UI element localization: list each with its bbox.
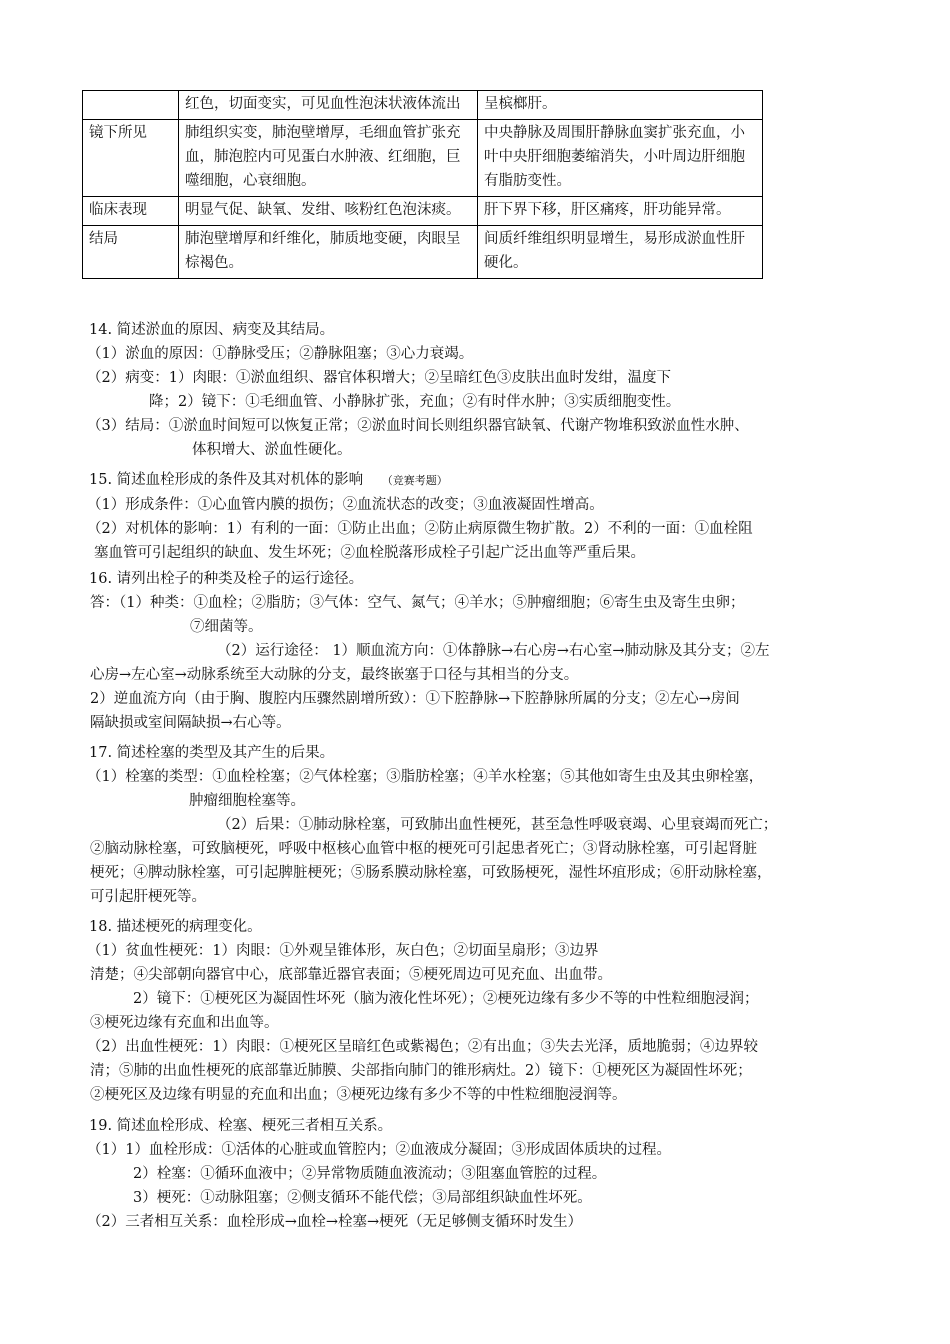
paragraph-line: （2）出血性梗死：1）肉眼：①梗死区呈暗红色或紫褐色；②有出血；③失去光泽，质地脆弱；④边界较 — [87, 1039, 758, 1055]
question-title: 17. 简述栓塞的类型及其产生的后果。 — [89, 745, 335, 761]
table-row — [83, 197, 763, 226]
liver-cell: 中央静脉及周围肝静脉血窦扩张充血，小叶中央肝细胞萎缩消失，小叶周边肝细胞有脂肪变性。 — [478, 120, 763, 197]
question-17 — [89, 741, 864, 909]
liver-cell: 呈槟榔肝。 — [478, 91, 763, 120]
paragraph-line: （2）对机体的影响：1）有利的一面：①防止出血；②防止病原微生物扩散。2）不利的一面：①血栓阻 — [87, 521, 753, 537]
question-14 — [89, 318, 864, 462]
exam-note: （竞赛考题） — [381, 474, 448, 487]
paragraph-line: （3）结局：①淤血时间短可以恢复正常；②淤血时间长则组织器官缺氧、代谢产物堆积致淤血性水肿、 — [87, 418, 749, 434]
question-18 — [89, 915, 864, 1107]
paragraph-line: ③梗死边缘有充血和出血等。 — [90, 1015, 279, 1031]
paragraph-line: （1）淤血的原因：①静脉受压；②静脉阻塞；③心力衰竭。 — [87, 346, 474, 362]
paragraph-line: 清；⑤肺的出血性梗死的底部靠近肺膜、尖部指向肺门的锥形病灶。2）镜下：①梗死区为凝固性坏死； — [90, 1063, 752, 1079]
paragraph-line: （1）贫血性梗死：1）肉眼：①外观呈锥体形，灰白色；②切面呈扇形；③边界 — [87, 943, 599, 959]
paragraph-line: 隔缺损或室间隔缺损→右心等。 — [90, 715, 291, 731]
title-text: 15. 简述血栓形成的条件及其对机体的影响 — [89, 472, 364, 488]
paragraph-line: 2）逆血流方向（由于胸、腹腔内压骤然剧增所致）：①下腔静脉→下腔静脉所属的分支；②左心→房间 — [90, 691, 740, 707]
paragraph-line: ②脑动脉栓塞，可致脑梗死，呼吸中枢核心血管中枢的梗死可引起患者死亡；③肾动脉栓塞，可引起肾脏 — [90, 841, 757, 857]
lung-cell: 红色，切面变实，可见血性泡沫状液体流出 — [179, 91, 478, 120]
liver-cell: 肝下界下移，肝区痛疼，肝功能异常。 — [478, 197, 763, 226]
paragraph-line: （2）病变：1）肉眼：①淤血组织、器官体积增大；②呈暗红色③皮肤出血时发绀，温度下 — [87, 370, 671, 386]
paragraph-line: （2）运行途径： 1）顺血流方向：①体静脉→右心房→右心室→肺动脉及其分支；②左 — [217, 643, 770, 659]
paragraph-line: （1）形成条件：①心血管内膜的损伤；②血流状态的改变；③血液凝固性增高。 — [87, 497, 604, 513]
paragraph-line: ②梗死区及边缘有明显的充血和出血；③梗死边缘有多少不等的中性粒细胞浸润等。 — [90, 1087, 627, 1103]
paragraph-line: （1）1）血栓形成：①活体的心脏或血管腔内；②血液成分凝固；③形成固体质块的过程。 — [87, 1142, 671, 1158]
comparison-table — [82, 90, 763, 279]
paragraph-line: 塞血管可引起组织的缺血、发生坏死；②血栓脱落形成栓子引起广泛出血等严重后果。 — [94, 545, 645, 561]
paragraph-line: ⑦细菌等。 — [190, 619, 263, 635]
paragraph-line: 答：（1）种类：①血栓；②脂肪；③气体：空气、氮气；④羊水；⑤肿瘤细胞；⑥寄生虫及寄生虫卵； — [90, 595, 745, 611]
paragraph-line: 可引起肝梗死等。 — [90, 889, 206, 905]
question-title: 16. 请列出栓子的种类及栓子的运行途径。 — [89, 571, 364, 587]
paragraph-line: （2）后果：①肺动脉栓塞，可致肺出血性梗死，甚至急性呼吸衰竭、心里衰竭而死亡； — [217, 817, 778, 833]
row-label: 结局 — [83, 226, 179, 279]
lung-cell: 明显气促、缺氧、发绀、咳粉红色泡沫痰。 — [179, 197, 478, 226]
table-row — [83, 120, 763, 197]
paragraph-line: 肿瘤细胞栓塞等。 — [189, 793, 305, 809]
row-label: 临床表现 — [83, 197, 179, 226]
paragraph-line: 2）镜下：①梗死区为凝固性坏死（脑为液化性坏死）；②梗死边缘有多少不等的中性粒细胞浸润； — [133, 991, 759, 1007]
paragraph-line: 降；2）镜下：①毛细血管、小静脉扩张，充血；②有时伴水肿；③实质细胞变性。 — [149, 394, 681, 410]
table-row — [83, 226, 763, 279]
paragraph-line: （1）栓塞的类型：①血栓栓塞；②气体栓塞；③脂肪栓塞；④羊水栓塞；⑤其他如寄生虫及其虫卵栓塞， — [87, 769, 764, 785]
row-label: 镜下所见 — [83, 120, 179, 197]
question-19 — [89, 1114, 864, 1234]
paragraph-line: 心房→左心室→动脉系统至大动脉的分支，最终嵌塞于口径与其相当的分支。 — [90, 667, 579, 683]
lung-cell: 肺泡壁增厚和纤维化，肺质地变硬，肉眼呈棕褐色。 — [179, 226, 478, 279]
table-row — [83, 91, 763, 120]
paragraph-line: 3）梗死：①动脉阻塞；②侧支循环不能代偿；③局部组织缺血性坏死。 — [133, 1190, 592, 1206]
paragraph-line: 体积增大、淤血性硬化。 — [192, 442, 352, 458]
lung-cell: 肺组织实变，肺泡壁增厚，毛细血管扩张充血，肺泡腔内可见蛋白水肿液、红细胞，巨噬细胞，心衰细胞。 — [179, 120, 478, 197]
question-15 — [89, 468, 864, 565]
question-title: 18. 描述梗死的病理变化。 — [89, 919, 262, 935]
row-label — [83, 91, 179, 120]
question-title: 14. 简述淤血的原因、病变及其结局。 — [89, 322, 335, 338]
question-title — [89, 468, 864, 493]
paragraph-line: （2）三者相互关系：血栓形成→血栓→栓塞→梗死（无足够侧支循环时发生） — [87, 1214, 583, 1230]
question-16 — [89, 567, 864, 735]
paragraph-line: 梗死；④脾动脉栓塞，可引起脾脏梗死；⑤肠系膜动脉栓塞，可致肠梗死，湿性坏疽形成；⑥肝动脉栓塞， — [90, 865, 772, 881]
paragraph-line: 清楚；④尖部朝向器官中心，底部靠近器官表面；⑤梗死周边可见充血、出血带。 — [90, 967, 612, 983]
liver-cell: 间质纤维组织明显增生，易形成淤血性肝硬化。 — [478, 226, 763, 279]
paragraph-line: 2）栓塞：①循环血液中；②异常物质随血液流动；③阻塞血管腔的过程。 — [133, 1166, 607, 1182]
question-title: 19. 简述血栓形成、栓塞、梗死三者相互关系。 — [89, 1118, 393, 1134]
